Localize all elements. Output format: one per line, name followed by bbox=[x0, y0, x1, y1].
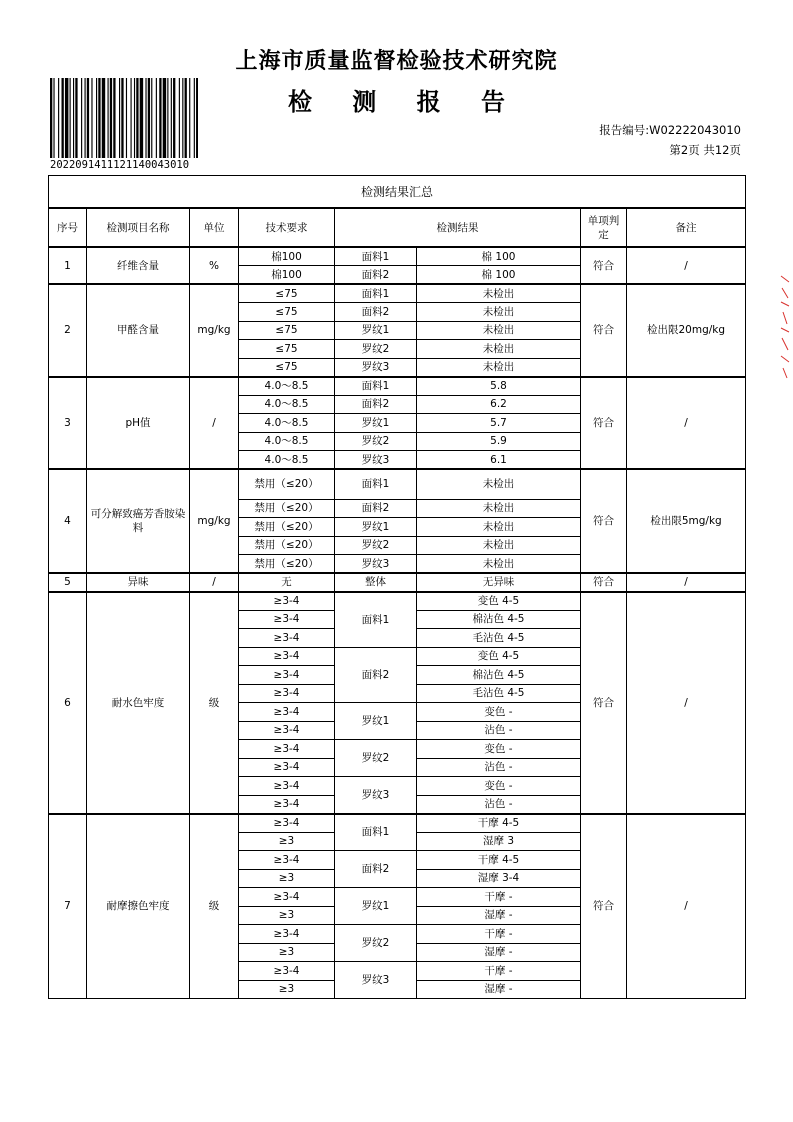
table-row bbox=[49, 284, 746, 303]
item-no: 2 bbox=[49, 284, 87, 377]
item-note: 检出限5mg/kg bbox=[627, 469, 746, 573]
result-value: 干摩 - bbox=[417, 888, 581, 907]
item-unit: mg/kg bbox=[190, 469, 239, 573]
requirement: 禁用（≤20） bbox=[239, 518, 335, 537]
sample-name: 面料1 bbox=[335, 814, 417, 851]
seal-edge-mark bbox=[778, 272, 792, 382]
col-requirement-header: 技术要求 bbox=[239, 208, 335, 247]
barcode-bar bbox=[85, 78, 86, 158]
item-name: 可分解致癌芳香胺染料 bbox=[87, 469, 190, 573]
result-value: 沾色 - bbox=[417, 758, 581, 777]
table-row bbox=[49, 247, 746, 266]
sample-name: 面料1 bbox=[335, 377, 417, 396]
requirement: ≥3-4 bbox=[239, 647, 335, 666]
result-value: 未检出 bbox=[417, 303, 581, 322]
result-value: 干摩 4-5 bbox=[417, 814, 581, 833]
result-value: 未检出 bbox=[417, 518, 581, 537]
item-unit: 级 bbox=[190, 592, 239, 814]
sample-name: 罗纹1 bbox=[335, 703, 417, 740]
requirement: ≥3 bbox=[239, 906, 335, 925]
item-unit: / bbox=[190, 377, 239, 470]
result-value: 干摩 - bbox=[417, 962, 581, 981]
item-name: 纤维含量 bbox=[87, 247, 190, 284]
item-verdict: 符合 bbox=[581, 814, 627, 999]
col-item-header: 检测项目名称 bbox=[87, 208, 190, 247]
barcode-bar bbox=[65, 78, 68, 158]
result-value: 6.1 bbox=[417, 451, 581, 470]
sample-name: 面料2 bbox=[335, 499, 417, 518]
result-value: 湿摩 - bbox=[417, 980, 581, 999]
item-verdict: 符合 bbox=[581, 592, 627, 814]
barcode-bar bbox=[81, 78, 82, 158]
sample-name: 罗纹2 bbox=[335, 432, 417, 451]
result-value: 未检出 bbox=[417, 358, 581, 377]
sample-name: 罗纹2 bbox=[335, 925, 417, 962]
requirement: ≥3-4 bbox=[239, 795, 335, 814]
barcode-bar bbox=[110, 78, 112, 158]
col-result-header: 检测结果 bbox=[335, 208, 581, 247]
sample-name: 面料1 bbox=[335, 592, 417, 648]
barcode-bar bbox=[159, 78, 161, 158]
requirement: ≤75 bbox=[239, 284, 335, 303]
requirement: ≥3-4 bbox=[239, 777, 335, 796]
result-value: 未检出 bbox=[417, 340, 581, 359]
sample-name: 罗纹1 bbox=[335, 518, 417, 537]
requirement: 禁用（≤20） bbox=[239, 536, 335, 555]
item-note: / bbox=[627, 573, 746, 592]
requirement: 禁用（≤20） bbox=[239, 499, 335, 518]
result-value: 变色 - bbox=[417, 740, 581, 759]
table-row bbox=[49, 814, 746, 833]
report-number: 报告编号:W02222043010 bbox=[599, 123, 741, 137]
result-value: 未检出 bbox=[417, 284, 581, 303]
item-no: 1 bbox=[49, 247, 87, 284]
result-value: 湿摩 3-4 bbox=[417, 869, 581, 888]
barcode-bar bbox=[182, 78, 183, 158]
item-no: 5 bbox=[49, 573, 87, 592]
sample-name: 罗纹3 bbox=[335, 555, 417, 574]
barcode-bar bbox=[173, 78, 175, 158]
barcode-bar bbox=[134, 78, 135, 158]
item-unit: 级 bbox=[190, 814, 239, 999]
result-value: 棉 100 bbox=[417, 247, 581, 266]
result-value: 沾色 - bbox=[417, 795, 581, 814]
item-verdict: 符合 bbox=[581, 573, 627, 592]
barcode-bar bbox=[148, 78, 150, 158]
requirement: ≥3-4 bbox=[239, 703, 335, 722]
item-verdict: 符合 bbox=[581, 247, 627, 284]
result-value: 沾色 - bbox=[417, 721, 581, 740]
result-value: 棉沾色 4-5 bbox=[417, 666, 581, 685]
item-name: 耐摩擦色牢度 bbox=[87, 814, 190, 999]
result-value: 湿摩 3 bbox=[417, 832, 581, 851]
page-info: 第2页 共12页 bbox=[669, 143, 741, 157]
result-value: 5.7 bbox=[417, 414, 581, 433]
item-note: 检出限20mg/kg bbox=[627, 284, 746, 377]
requirement: ≥3 bbox=[239, 869, 335, 888]
requirement: ≥3 bbox=[239, 980, 335, 999]
table-row bbox=[49, 377, 746, 396]
item-name: pH值 bbox=[87, 377, 190, 470]
col-unit-header: 单位 bbox=[190, 208, 239, 247]
results-table bbox=[48, 175, 746, 999]
requirement: ≥3 bbox=[239, 832, 335, 851]
item-verdict: 符合 bbox=[581, 377, 627, 470]
requirement: ≥3-4 bbox=[239, 666, 335, 685]
requirement: ≥3-4 bbox=[239, 814, 335, 833]
result-value: 湿摩 - bbox=[417, 906, 581, 925]
barcode-bar bbox=[171, 78, 172, 158]
barcode-bar bbox=[50, 78, 52, 158]
sample-name: 罗纹2 bbox=[335, 340, 417, 359]
item-no: 6 bbox=[49, 592, 87, 814]
requirement: ≥3-4 bbox=[239, 758, 335, 777]
result-value: 未检出 bbox=[417, 555, 581, 574]
barcode-bar bbox=[163, 78, 166, 158]
sample-name: 面料2 bbox=[335, 851, 417, 888]
barcode-bar bbox=[73, 78, 74, 158]
item-note: / bbox=[627, 377, 746, 470]
requirement: ≥3-4 bbox=[239, 629, 335, 648]
item-name: 耐水色牢度 bbox=[87, 592, 190, 814]
result-value: 未检出 bbox=[417, 499, 581, 518]
sample-name: 罗纹3 bbox=[335, 358, 417, 377]
result-value: 变色 4-5 bbox=[417, 592, 581, 611]
requirement: 禁用（≤20） bbox=[239, 555, 335, 574]
barcode-bar bbox=[131, 78, 132, 158]
result-value: 未检出 bbox=[417, 536, 581, 555]
barcode-bar bbox=[62, 78, 64, 158]
requirement: ≥3-4 bbox=[239, 592, 335, 611]
requirement: ≤75 bbox=[239, 340, 335, 359]
sample-name: 罗纹2 bbox=[335, 536, 417, 555]
result-value: 毛沾色 4-5 bbox=[417, 684, 581, 703]
item-note: / bbox=[627, 814, 746, 999]
requirement: ≥3-4 bbox=[239, 962, 335, 981]
barcode-bar bbox=[156, 78, 157, 158]
barcode-bar bbox=[108, 78, 109, 158]
col-no-header: 序号 bbox=[49, 208, 87, 247]
requirement: ≥3-4 bbox=[239, 740, 335, 759]
result-value: 棉 100 bbox=[417, 266, 581, 285]
barcode-bar bbox=[121, 78, 123, 158]
barcode-bar bbox=[96, 78, 97, 158]
table-row bbox=[49, 573, 746, 592]
requirement: 棉100 bbox=[239, 247, 335, 266]
sample-name: 面料2 bbox=[335, 303, 417, 322]
barcode-bar bbox=[179, 78, 180, 158]
sample-name: 罗纹1 bbox=[335, 321, 417, 340]
item-no: 3 bbox=[49, 377, 87, 470]
result-value: 未检出 bbox=[417, 321, 581, 340]
sample-name: 面料1 bbox=[335, 284, 417, 303]
sample-name: 面料2 bbox=[335, 266, 417, 285]
barcode-bar bbox=[126, 78, 127, 158]
requirement: ≥3-4 bbox=[239, 684, 335, 703]
requirement: 4.0～8.5 bbox=[239, 395, 335, 414]
table-row bbox=[49, 592, 746, 611]
table-row bbox=[49, 469, 746, 499]
sample-name: 罗纹1 bbox=[335, 888, 417, 925]
result-value: 未检出 bbox=[417, 469, 581, 499]
item-note: / bbox=[627, 247, 746, 284]
barcode-bar bbox=[87, 78, 89, 158]
sample-name: 罗纹2 bbox=[335, 740, 417, 777]
barcode-bar bbox=[75, 78, 77, 158]
requirement: 棉100 bbox=[239, 266, 335, 285]
sample-name: 罗纹3 bbox=[335, 777, 417, 814]
sample-name: 面料1 bbox=[335, 247, 417, 266]
requirement: ≥3-4 bbox=[239, 721, 335, 740]
barcode-bar bbox=[185, 78, 187, 158]
col-note-header: 备注 bbox=[627, 208, 746, 247]
sample-name: 罗纹3 bbox=[335, 962, 417, 999]
requirement: ≥3-4 bbox=[239, 888, 335, 907]
barcode-bar bbox=[167, 78, 168, 158]
barcode-bar bbox=[102, 78, 105, 158]
item-verdict: 符合 bbox=[581, 284, 627, 377]
barcode-bar bbox=[70, 78, 71, 158]
item-name: 异味 bbox=[87, 573, 190, 592]
result-value: 5.8 bbox=[417, 377, 581, 396]
org-title: 上海市质量监督检验技术研究院 bbox=[235, 49, 558, 74]
sample-name: 面料1 bbox=[335, 469, 417, 499]
item-unit: mg/kg bbox=[190, 284, 239, 377]
sample-name: 罗纹1 bbox=[335, 414, 417, 433]
result-value: 变色 4-5 bbox=[417, 647, 581, 666]
item-no: 4 bbox=[49, 469, 87, 573]
result-value: 变色 - bbox=[417, 777, 581, 796]
barcode-bar bbox=[136, 78, 138, 158]
requirement: 4.0～8.5 bbox=[239, 414, 335, 433]
requirement: ≤75 bbox=[239, 358, 335, 377]
requirement: ≤75 bbox=[239, 321, 335, 340]
barcode-bar bbox=[53, 78, 54, 158]
barcode-number: 202209141112114004301​0 bbox=[50, 159, 190, 171]
item-name: 甲醛含量 bbox=[87, 284, 190, 377]
requirement: 禁用（≤20） bbox=[239, 469, 335, 499]
result-value: 干摩 - bbox=[417, 925, 581, 944]
sample-name: 面料2 bbox=[335, 647, 417, 703]
barcode-bar bbox=[98, 78, 100, 158]
requirement: 无 bbox=[239, 573, 335, 592]
sample-name: 罗纹3 bbox=[335, 451, 417, 470]
requirement: ≥3-4 bbox=[239, 610, 335, 629]
requirement: ≥3-4 bbox=[239, 851, 335, 870]
requirement: 4.0～8.5 bbox=[239, 451, 335, 470]
requirement: ≥3-4 bbox=[239, 925, 335, 944]
item-note: / bbox=[627, 592, 746, 814]
item-unit: % bbox=[190, 247, 239, 284]
result-value: 变色 - bbox=[417, 703, 581, 722]
result-value: 棉沾色 4-5 bbox=[417, 610, 581, 629]
requirement: ≥3 bbox=[239, 943, 335, 962]
result-value: 无异味 bbox=[417, 573, 581, 592]
result-value: 5.9 bbox=[417, 432, 581, 451]
barcode-bar bbox=[58, 78, 59, 158]
requirement: 4.0～8.5 bbox=[239, 377, 335, 396]
sample-name: 整体 bbox=[335, 573, 417, 592]
result-value: 湿摩 - bbox=[417, 943, 581, 962]
item-unit: / bbox=[190, 573, 239, 592]
barcode-bar bbox=[119, 78, 120, 158]
barcode-bar bbox=[194, 78, 195, 158]
barcode-bar bbox=[113, 78, 115, 158]
result-value: 干摩 4-5 bbox=[417, 851, 581, 870]
col-verdict-header: 单项判定 bbox=[581, 208, 627, 247]
barcode-bar bbox=[145, 78, 146, 158]
barcode-bar bbox=[196, 78, 198, 158]
requirement: ≤75 bbox=[239, 303, 335, 322]
result-value: 毛沾色 4-5 bbox=[417, 629, 581, 648]
requirement: 4.0～8.5 bbox=[239, 432, 335, 451]
item-verdict: 符合 bbox=[581, 469, 627, 573]
barcode-bar bbox=[151, 78, 152, 158]
table-caption: 检测结果汇总 bbox=[49, 176, 746, 209]
sample-name: 面料2 bbox=[335, 395, 417, 414]
result-value: 6.2 bbox=[417, 395, 581, 414]
item-no: 7 bbox=[49, 814, 87, 999]
barcode-bar bbox=[91, 78, 92, 158]
barcode-bar bbox=[189, 78, 190, 158]
barcode-bar bbox=[140, 78, 143, 158]
barcode-image bbox=[50, 78, 198, 158]
report-title: 检 测 报 告 bbox=[287, 88, 522, 116]
